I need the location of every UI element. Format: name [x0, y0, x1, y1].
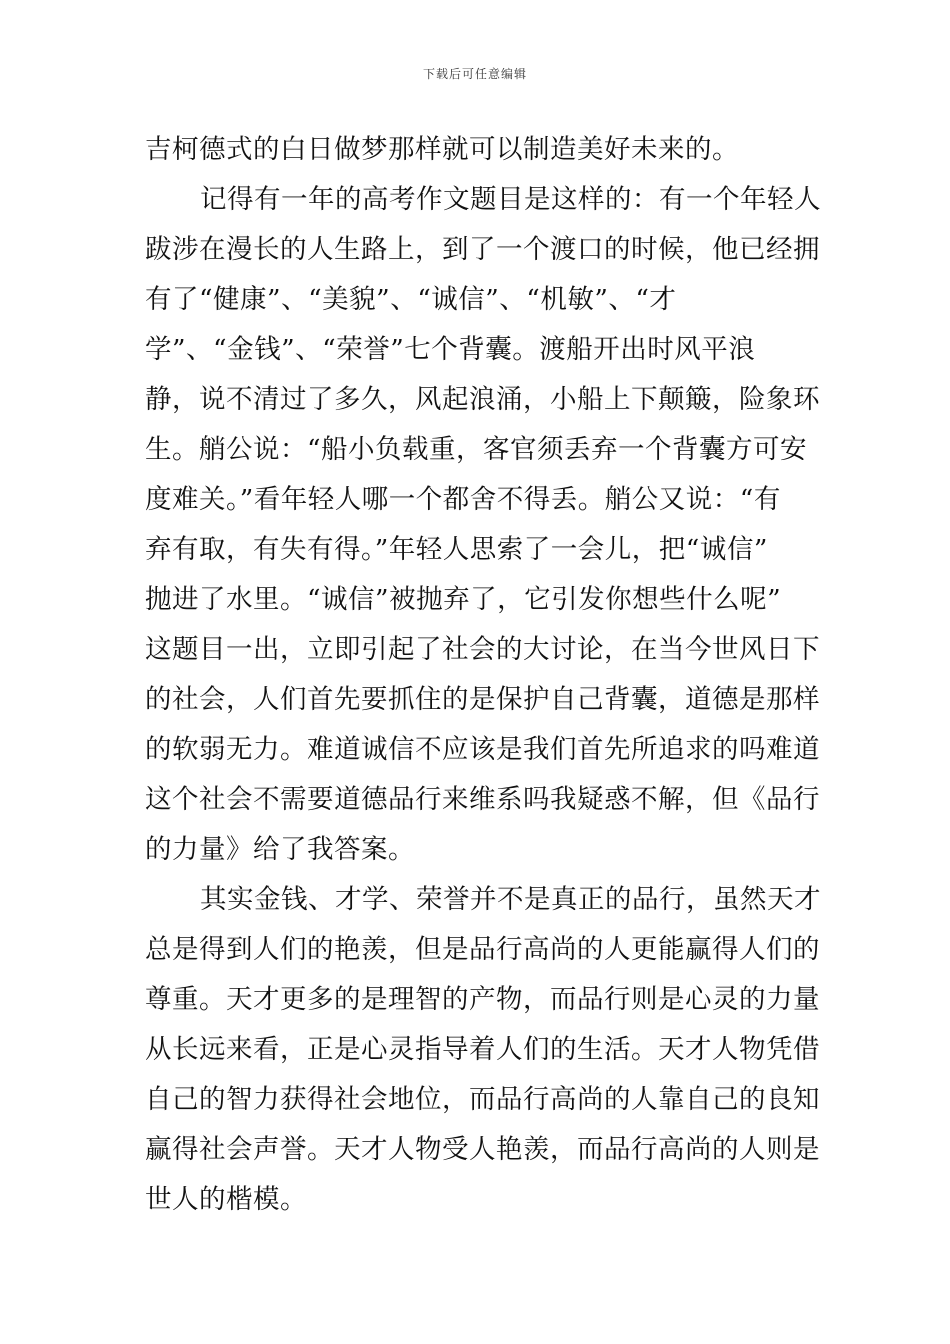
- text-line: 赢得社会声誉。天才人物受人艳羡，而品行高尚的人则是: [145, 1134, 820, 1165]
- text-line: 这个社会不需要道德品行来维系吗我疑惑不解，但《品行: [145, 784, 820, 815]
- paragraph-first-line: 记得有一年的高考作文题目是这样的：有一个年轻人: [200, 184, 821, 215]
- text-line: 生。艄公说：“船小负载重，客官须丢弃一个背囊方可安: [145, 434, 808, 465]
- text-line: 弃有取，有失有得。”年轻人思索了一会儿，把“诚信”: [145, 534, 768, 565]
- text-line: 的力量》给了我答案。: [145, 834, 415, 865]
- text-line: 自己的智力获得社会地位，而品行高尚的人靠自己的良知: [145, 1084, 820, 1115]
- text-line: 世人的楷模。: [145, 1184, 307, 1215]
- text-line: 跋涉在漫长的人生路上，到了一个渡口的时候，他已经拥: [145, 234, 820, 265]
- text-line: 静，说不清过了多久，风起浪涌，小船上下颠簸，险象环: [145, 384, 820, 415]
- text-line: 吉柯德式的白日做梦那样就可以制造美好未来的。: [145, 134, 739, 165]
- text-line: 总是得到人们的艳羡，但是品行高尚的人更能赢得人们的: [145, 934, 820, 965]
- page-header: 下载后可任意编辑: [422, 67, 527, 81]
- text-line: 从长远来看，正是心灵指导着人们的生活。天才人物凭借: [145, 1034, 820, 1065]
- paragraph-first-line: 其实金钱、才学、荣誉并不是真正的品行，虽然天才: [200, 884, 821, 915]
- text-line: 抛进了水里。“诚信”被抛弃了，它引发你想些什么呢”: [145, 584, 782, 615]
- text-line: 学”、“金钱”、“荣誉”七个背囊。渡船开出时风平浪: [145, 334, 756, 365]
- text-line: 度难关。”看年轻人哪一个都舍不得丢。艄公又说：“有: [145, 484, 781, 515]
- text-line: 尊重。天才更多的是理智的产物，而品行则是心灵的力量: [145, 984, 820, 1015]
- text-line: 的软弱无力。难道诚信不应该是我们首先所追求的吗难道: [145, 734, 820, 765]
- text-line: 这题目一出，立即引起了社会的大讨论，在当今世风日下: [145, 634, 820, 665]
- text-line: 的社会，人们首先要抓住的是保护自己背囊，道德是那样: [145, 684, 820, 715]
- text-line: 有了“健康”、“美貌”、“诚信”、“机敏”、“才: [145, 284, 677, 315]
